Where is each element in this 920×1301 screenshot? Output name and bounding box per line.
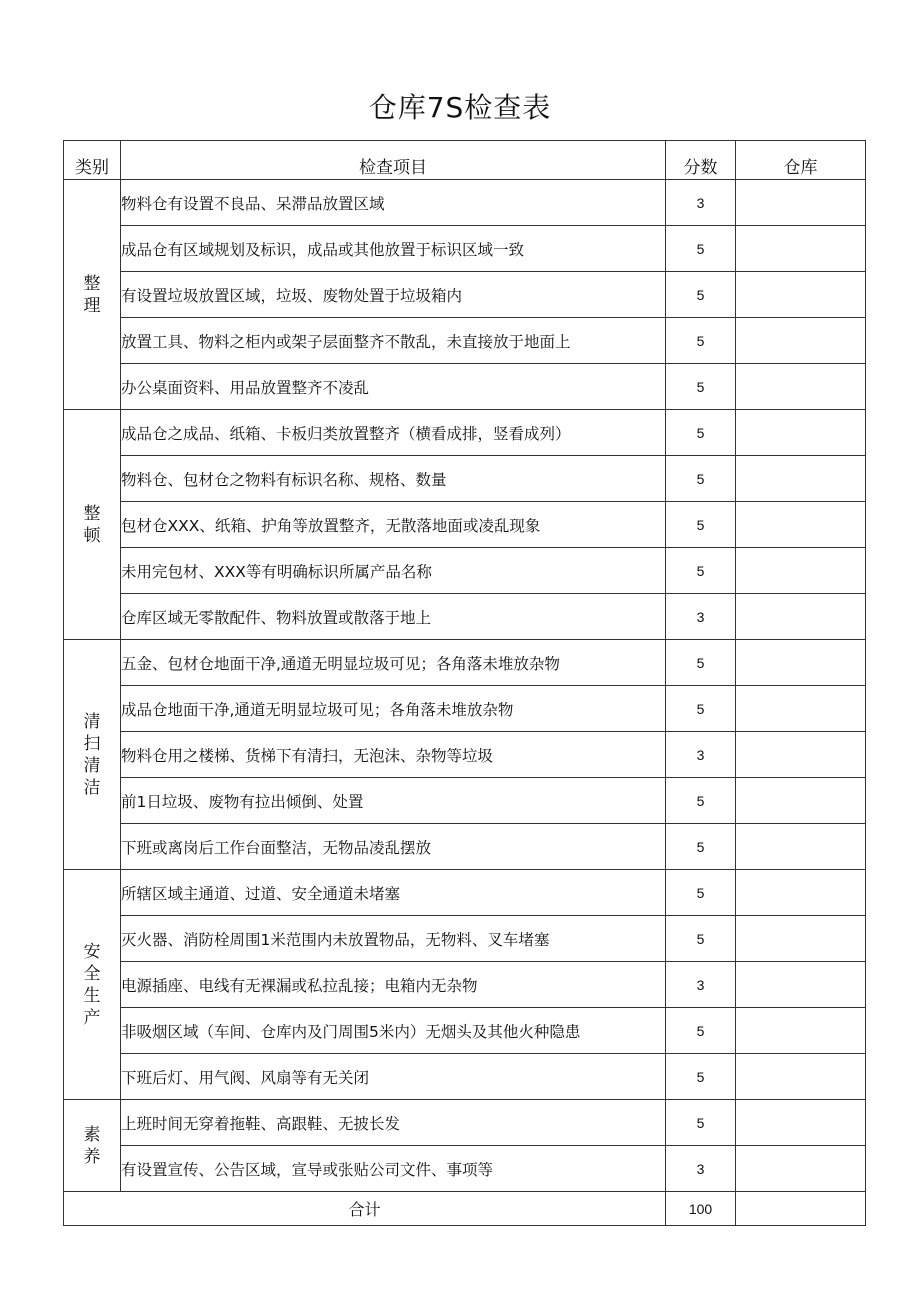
score-cell: 3 [666,180,736,226]
table-row [64,962,866,1008]
category-cell [64,1100,121,1192]
check-item-text: 物料仓有设置不良品、呆滞品放置区域 [121,180,666,226]
header-warehouse: 仓库 [736,141,866,180]
warehouse-score-cell[interactable] [736,824,866,870]
warehouse-score-cell[interactable] [736,640,866,686]
table-row [64,778,866,824]
score-cell: 5 [666,1054,736,1100]
table-row [64,870,866,916]
table-row [64,364,866,410]
score-cell: 5 [666,272,736,318]
warehouse-score-cell[interactable] [736,1054,866,1100]
check-item-text: 上班时间无穿着拖鞋、高跟鞋、无披长发 [121,1100,666,1146]
category-label: 清扫清洁 [83,711,101,798]
table-row [64,824,866,870]
header-row [64,141,866,180]
check-item-text: 五金、包材仓地面干净,通道无明显垃圾可见；各角落未堆放杂物 [121,640,666,686]
page-title: 仓库7S检查表 [368,91,552,124]
check-item-text: 成品仓之成品、纸箱、卡板归类放置整齐（横看成排，竖看成列） [121,410,666,456]
score-cell: 5 [666,916,736,962]
warehouse-score-cell[interactable] [736,318,866,364]
total-row [64,1192,866,1226]
category-cell [64,410,121,640]
score-cell: 5 [666,226,736,272]
warehouse-score-cell[interactable] [736,364,866,410]
check-item-text: 下班或离岗后工作台面整洁，无物品凌乱摆放 [121,824,666,870]
score-cell: 5 [666,640,736,686]
score-cell: 5 [666,456,736,502]
score-cell: 3 [666,594,736,640]
score-cell: 5 [666,1100,736,1146]
table-row [64,916,866,962]
score-cell: 3 [666,1146,736,1192]
table-row [64,502,866,548]
check-item-text: 下班后灯、用气阀、风扇等有无关闭 [121,1054,666,1100]
check-item-text: 非吸烟区域（车间、仓库内及门周围5米内）无烟头及其他火种隐患 [121,1008,666,1054]
check-item-text: 电源插座、电线有无裸漏或私拉乱接；电箱内无杂物 [121,962,666,1008]
table-row [64,226,866,272]
warehouse-score-cell[interactable] [736,778,866,824]
category-label: 素养 [83,1124,101,1167]
category-cell [64,640,121,870]
score-cell: 5 [666,548,736,594]
warehouse-score-cell[interactable] [736,410,866,456]
table-row [64,1054,866,1100]
check-item-text: 未用完包材、XXX等有明确标识所属产品名称 [121,548,666,594]
warehouse-score-cell[interactable] [736,686,866,732]
check-item-text: 仓库区域无零散配件、物料放置或散落于地上 [121,594,666,640]
score-cell: 5 [666,778,736,824]
table-row [64,640,866,686]
check-item-text: 成品仓有区域规划及标识，成品或其他放置于标识区域一致 [121,226,666,272]
table-row [64,318,866,364]
warehouse-score-cell[interactable] [736,1100,866,1146]
check-item-text: 物料仓用之楼梯、货梯下有清扫，无泡沫、杂物等垃圾 [121,732,666,778]
score-cell: 5 [666,1008,736,1054]
table-row [64,594,866,640]
checklist-table [63,140,866,1226]
score-cell: 5 [666,502,736,548]
header-item: 检查项目 [121,141,666,180]
warehouse-score-cell[interactable] [736,916,866,962]
table-row [64,732,866,778]
table-row [64,456,866,502]
table-row [64,1008,866,1054]
score-cell: 5 [666,686,736,732]
check-item-text: 灭火器、消防栓周围1米范围内未放置物品，无物料、叉车堵塞 [121,916,666,962]
check-item-text: 有设置宣传、公告区域，宣导或张贴公司文件、事项等 [121,1146,666,1192]
check-item-text: 物料仓、包材仓之物料有标识名称、规格、数量 [121,456,666,502]
warehouse-score-cell[interactable] [736,272,866,318]
check-item-text: 办公桌面资料、用品放置整齐不凌乱 [121,364,666,410]
table-row [64,548,866,594]
warehouse-score-cell[interactable] [736,456,866,502]
category-label: 整顿 [83,503,101,546]
table-row [64,272,866,318]
category-cell [64,870,121,1100]
table-row [64,1100,866,1146]
header-category: 类别 [64,141,121,180]
table-row [64,1146,866,1192]
header-score: 分数 [666,141,736,180]
total-label: 合计 [64,1192,666,1226]
warehouse-score-cell[interactable] [736,548,866,594]
score-cell: 5 [666,870,736,916]
table-row [64,180,866,226]
warehouse-score-cell[interactable] [736,1008,866,1054]
check-item-text: 前1日垃圾、废物有拉出倾倒、处置 [121,778,666,824]
warehouse-score-cell[interactable] [736,180,866,226]
warehouse-score-cell[interactable] [736,962,866,1008]
table-row [64,410,866,456]
total-warehouse-cell[interactable] [736,1192,866,1226]
category-label: 安全生产 [83,941,101,1028]
score-cell: 5 [666,824,736,870]
warehouse-score-cell[interactable] [736,1146,866,1192]
score-cell: 5 [666,410,736,456]
category-cell [64,180,121,410]
score-cell: 5 [666,364,736,410]
check-item-text: 成品仓地面干净,通道无明显垃圾可见；各角落未堆放杂物 [121,686,666,732]
check-item-text: 放置工具、物料之柜内或架子层面整齐不散乱，未直接放于地面上 [121,318,666,364]
table-row [64,686,866,732]
check-item-text: 所辖区域主通道、过道、安全通道未堵塞 [121,870,666,916]
warehouse-score-cell[interactable] [736,226,866,272]
warehouse-score-cell[interactable] [736,732,866,778]
score-cell: 3 [666,962,736,1008]
total-score: 100 [666,1192,736,1226]
score-cell: 5 [666,318,736,364]
warehouse-score-cell[interactable] [736,502,866,548]
warehouse-score-cell[interactable] [736,870,866,916]
warehouse-score-cell[interactable] [736,594,866,640]
check-item-text: 有设置垃圾放置区域，垃圾、废物处置于垃圾箱内 [121,272,666,318]
check-item-text: 包材仓XXX、纸箱、护角等放置整齐，无散落地面或凌乱现象 [121,502,666,548]
category-label: 整理 [83,273,101,316]
score-cell: 3 [666,732,736,778]
